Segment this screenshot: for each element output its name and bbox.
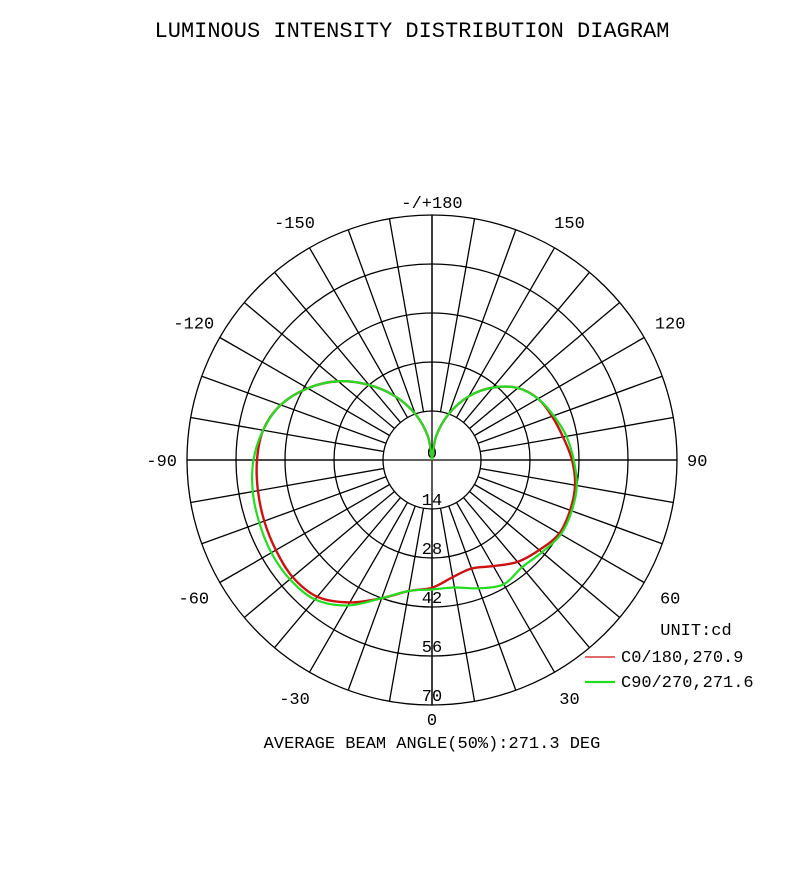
radial-label-0: 0 <box>426 445 438 464</box>
angle-label-neg120: -120 <box>173 315 215 335</box>
radial-label-42: 42 <box>421 590 443 609</box>
grid-spoke-320 <box>275 498 401 648</box>
radial-label-56: 56 <box>421 639 443 658</box>
grid-spoke-250 <box>202 376 386 443</box>
grid-spoke-200 <box>348 230 415 414</box>
angle-label-neg90: -90 <box>146 453 177 472</box>
grid-spoke-290 <box>202 477 386 544</box>
grid-spoke-330 <box>310 502 408 672</box>
grid-spoke-100 <box>480 417 673 451</box>
grid-spoke-260 <box>191 417 384 451</box>
legend-label-1: C90/270,271.6 <box>621 674 754 693</box>
grid-spoke-140 <box>463 272 589 422</box>
grid-spoke-210 <box>310 248 408 418</box>
legend <box>585 649 754 693</box>
grid-spoke-190 <box>389 219 423 412</box>
angle-label-30: 30 <box>559 691 580 711</box>
radial-label-28: 28 <box>421 541 443 560</box>
angle-label-120: 120 <box>654 315 686 335</box>
angle-label-neg150: -150 <box>274 214 315 234</box>
grid-spoke-240 <box>220 338 390 436</box>
angle-label-neg60: -60 <box>178 590 210 610</box>
grid-spoke-40 <box>463 498 589 648</box>
average-beam-angle: AVERAGE BEAM ANGLE(50%):271.3 DEG <box>263 735 601 754</box>
grid-spoke-220 <box>275 272 401 422</box>
radial-label-14: 14 <box>421 492 443 511</box>
grid-spoke-280 <box>191 469 384 503</box>
angle-label-60: 60 <box>659 590 681 610</box>
grid-spoke-350 <box>389 508 423 701</box>
grid-spoke-170 <box>441 219 475 412</box>
angle-label-0: 0 <box>426 712 438 731</box>
grid-spoke-50 <box>470 491 620 617</box>
grid-spoke-300 <box>220 485 390 583</box>
legend-label-0: C0/180,270.9 <box>621 649 744 668</box>
grid-spoke-130 <box>470 303 620 429</box>
radial-label-70: 70 <box>421 688 443 707</box>
angle-label-180: -/+180 <box>401 195 463 214</box>
chart-title: LUMINOUS INTENSITY DISTRIBUTION DIAGRAM <box>154 19 670 44</box>
grid-spoke-10 <box>441 508 475 701</box>
grid-spoke-230 <box>244 303 394 429</box>
angle-label-150: 150 <box>554 214 585 234</box>
grid-spoke-20 <box>449 506 516 690</box>
angle-label-90: 90 <box>687 453 708 472</box>
unit-label: UNIT:cd <box>660 622 732 641</box>
grid-spoke-150 <box>457 248 555 418</box>
angle-label-neg30: -30 <box>279 691 310 711</box>
